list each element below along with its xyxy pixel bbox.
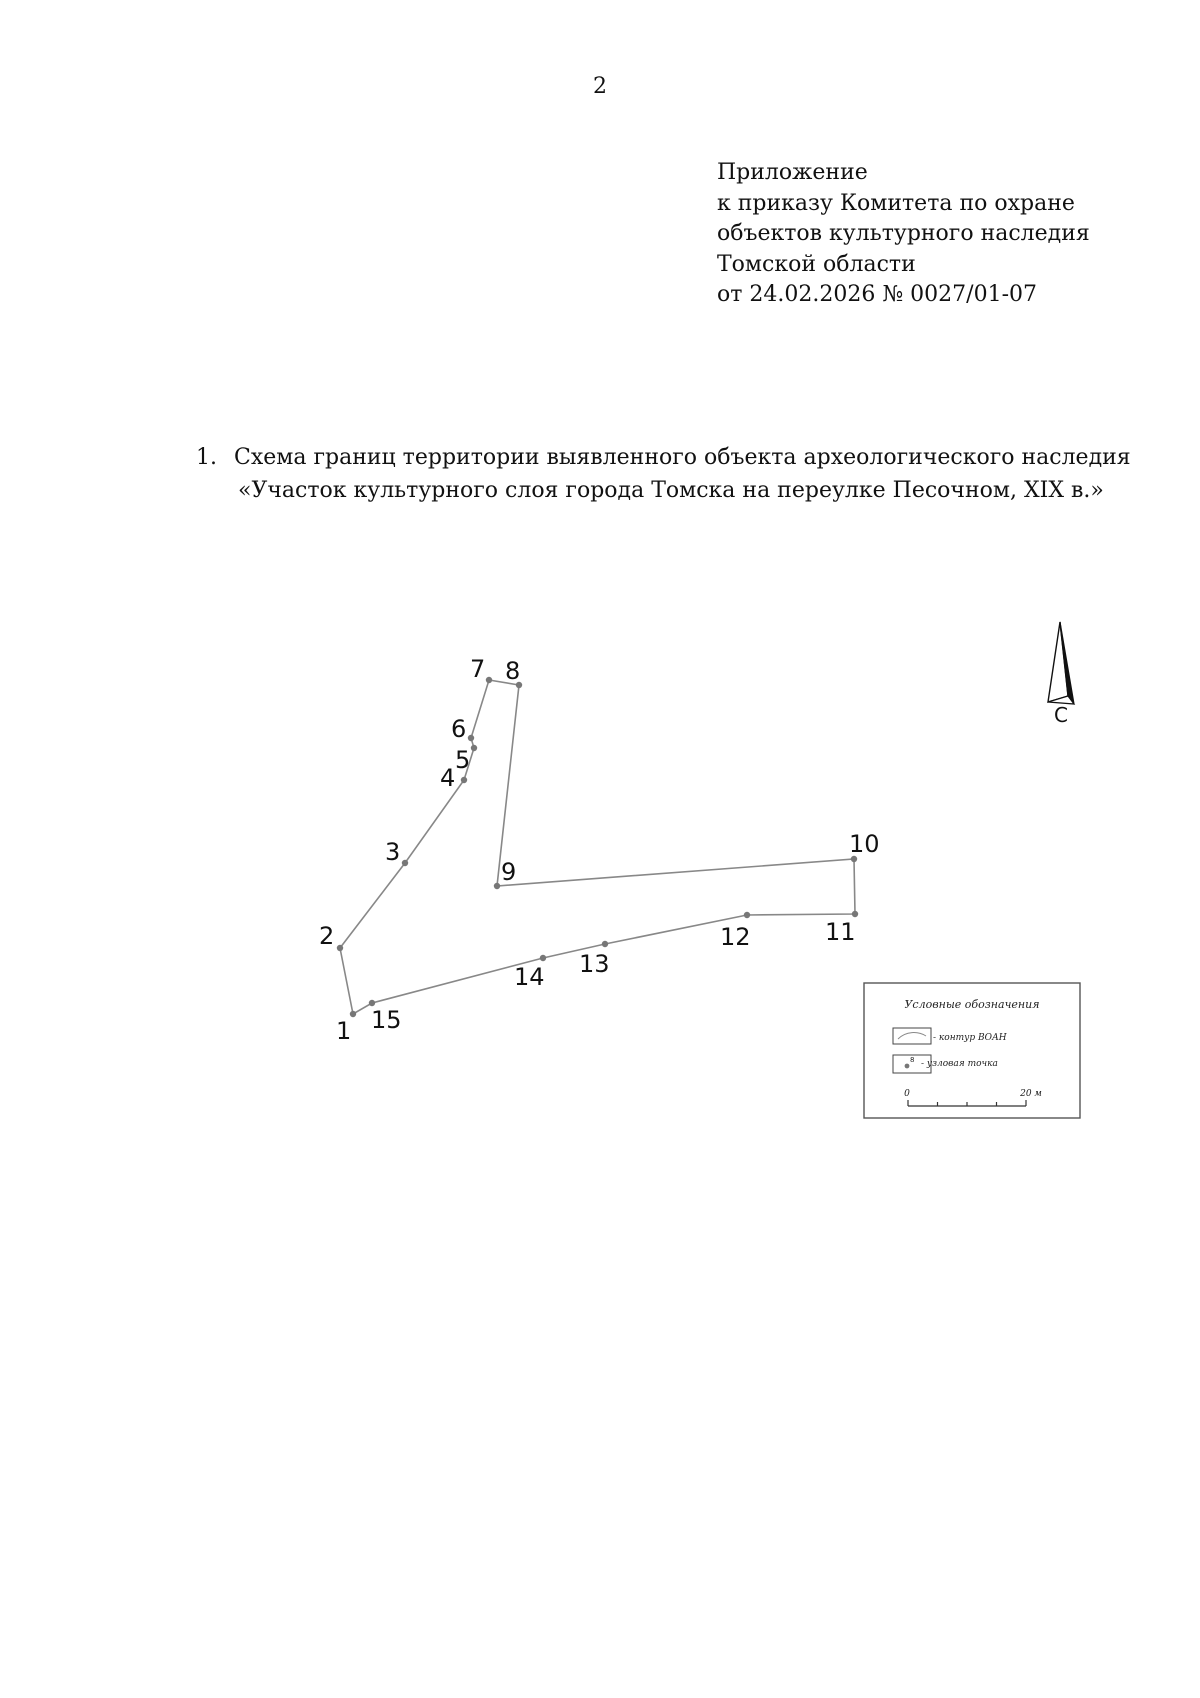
node-point (468, 735, 474, 741)
scale-end: 20 м (1020, 1089, 1042, 1099)
legend-node-sample: 8 (910, 1056, 915, 1064)
node-point-label: 14 (514, 963, 545, 991)
node-point-label: 7 (470, 655, 486, 683)
node-point-label: 13 (579, 950, 610, 978)
north-arrow-icon (1048, 622, 1074, 727)
node-point (337, 945, 343, 951)
legend-node-label: - узловая точка (921, 1059, 998, 1069)
node-point (461, 777, 467, 783)
node-point (471, 745, 477, 751)
north-label: С (1054, 703, 1068, 727)
appendix-line: объектов культурного наследия (717, 221, 1090, 246)
node-point (402, 860, 408, 866)
legend-title: Условные обозначения (904, 998, 1040, 1011)
node-point-label: 8 (505, 657, 521, 685)
heading-line-2: «Участок культурного слоя города Томска на переулке Песочном, XIX в.» (238, 478, 1104, 503)
node-point (744, 912, 750, 918)
node-point-label: 4 (440, 764, 456, 792)
node-point (540, 955, 546, 961)
node-point-label: 15 (371, 1006, 402, 1034)
node-point-label: 5 (455, 746, 471, 774)
node-point-label: 12 (720, 923, 751, 951)
node-point-label: 10 (849, 830, 880, 858)
scale-start: 0 (904, 1089, 910, 1099)
node-point-label: 9 (501, 858, 517, 886)
appendix-line: Приложение (717, 160, 868, 185)
heading-text-1: Схема границ территории выявленного объекта археологического наследия (234, 445, 1131, 470)
node-point (852, 911, 858, 917)
appendix-line: Томской области (717, 251, 916, 277)
appendix-line: от 24.02.2026 № 0027/01-07 (717, 282, 1037, 307)
node-labels (319, 655, 880, 1045)
legend-contour-label: - контур ВОАН (933, 1033, 1007, 1043)
node-point-label: 6 (451, 715, 467, 743)
heading-number: 1. (196, 445, 217, 470)
node-point-label: 3 (385, 838, 401, 866)
legend (864, 983, 1080, 1118)
node-point-label: 1 (336, 1017, 352, 1045)
node-point (602, 941, 608, 947)
node-point (486, 677, 492, 683)
node-point (494, 883, 500, 889)
page-number: 2 (593, 74, 607, 99)
node-sample-icon (905, 1064, 910, 1069)
node-point-label: 2 (319, 922, 335, 950)
node-point-label: 11 (825, 918, 856, 946)
appendix-line: к приказу Комитета по охране (717, 190, 1075, 216)
